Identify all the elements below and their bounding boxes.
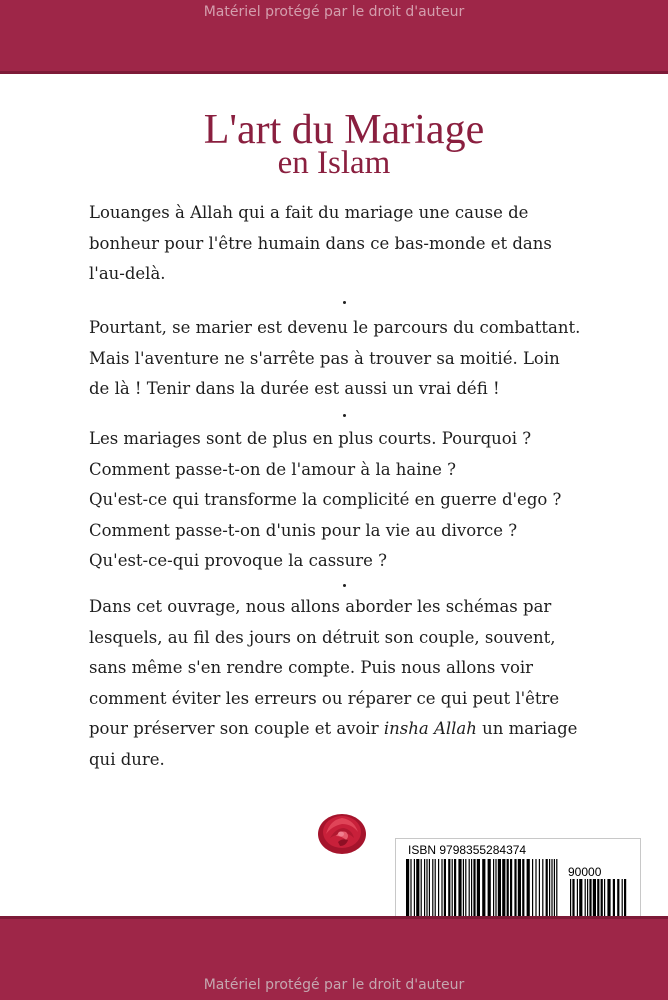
text-line: Louanges à Allah qui a fait du mariage une cause de: [89, 203, 529, 222]
paragraph-intro: [89, 198, 629, 290]
text-line: Qu'est-ce-qui provoque la cassure ?: [89, 551, 387, 570]
book-title-line2: en Islam: [277, 145, 391, 181]
separator-dot: [343, 584, 346, 587]
text-line: Qu'est-ce qui transforme la complicité en guerre d'ego ?: [89, 490, 562, 509]
text-line: bonheur pour l'être humain dans ce bas-monde et dans: [89, 233, 552, 253]
rose-icon: [316, 810, 368, 856]
text-fragment: un mariage: [476, 719, 578, 738]
text-line: comment éviter les erreurs ou réparer ce qui peut l'être: [89, 688, 560, 708]
text-line: Dans cet ouvrage, nous allons aborder les schémas par: [89, 597, 552, 616]
separator-dot: [343, 414, 346, 417]
price-code: 90000: [568, 865, 602, 879]
book-title-line1: L'art du Mariage: [203, 107, 485, 153]
text-line: Pourtant, se marier est devenu le parcours du combattant.: [89, 318, 581, 337]
text-line: qui dure.: [89, 749, 165, 769]
separator-dot: [343, 301, 346, 304]
paragraph-summary: [89, 592, 629, 775]
isbn-label: ISBN 9798355284374: [408, 843, 527, 857]
text-line: Les mariages sont de plus en plus courts. Pourquoi ?: [89, 429, 532, 448]
watermark-bottom: Matériel protégé par le droit d'auteur: [203, 977, 465, 993]
text-line: lesquels, au fil des jours on détruit son couple, souvent,: [89, 627, 556, 647]
paragraph-questions: [89, 424, 629, 577]
text-line: Mais l'aventure ne s'arrête pas à trouver sa moitié. Loin: [89, 348, 560, 368]
text-fragment: pour préserver son couple et avoir: [89, 719, 384, 738]
text-line: Comment passe-t-on d'unis pour la vie au divorce ?: [89, 520, 518, 540]
watermark-top: Matériel protégé par le droit d'auteur: [203, 4, 465, 20]
text-line: de là ! Tenir dans la durée est aussi un vrai défi !: [89, 379, 500, 398]
text-line: Comment passe-t-on de l'amour à la haine ?: [89, 459, 457, 479]
text-line: sans même s'en rendre compte. Puis nous allons voir: [89, 658, 534, 677]
text-line: l'au-delà.: [89, 264, 166, 283]
text-line: [89, 714, 629, 745]
italic-phrase: insha Allah: [383, 719, 477, 738]
paragraph-challenge: [89, 313, 629, 405]
